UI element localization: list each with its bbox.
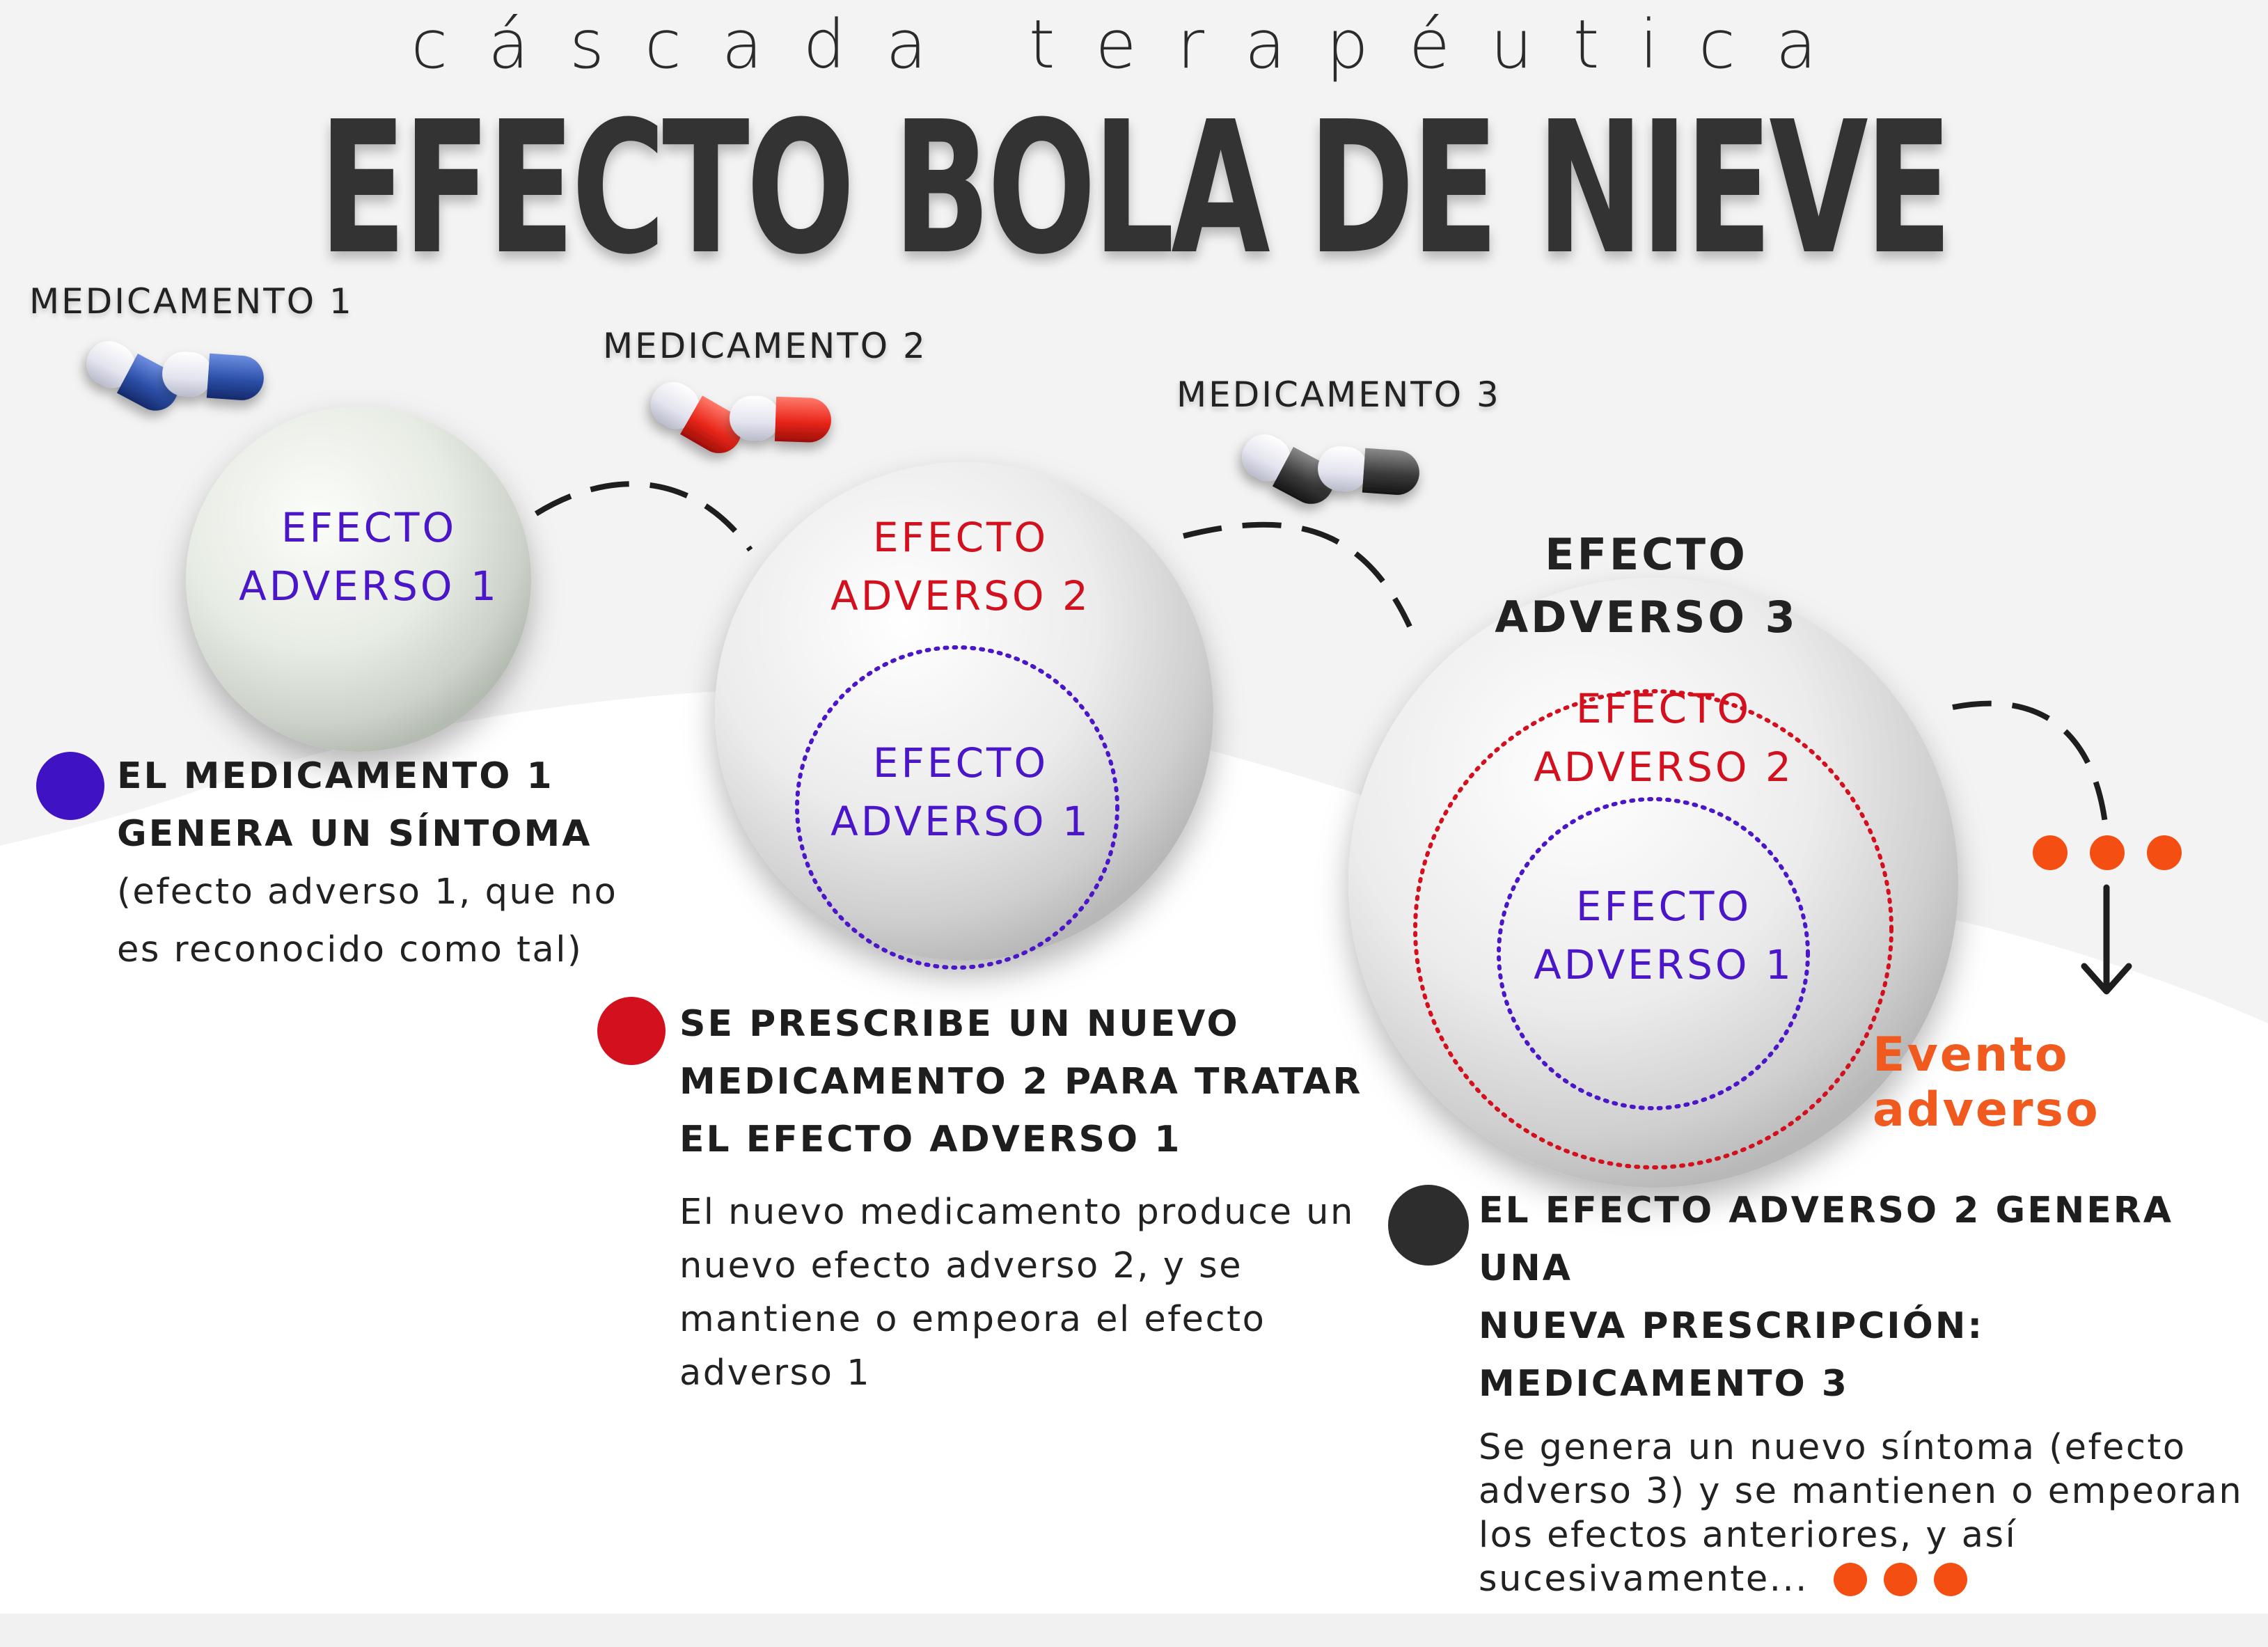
step3-dots [1834,1563,1967,1596]
ball3-inner-label [1490,877,1838,994]
step2-body-line4: adverso 1 [679,1353,872,1394]
dot-icon [2033,835,2068,870]
subtitle: cáscada terapéutica [411,6,1857,84]
dot-icon [2090,835,2125,870]
medication-1-label: MEDICAMENTO 1 [29,281,354,322]
adverse-event-label: Evento adverso [1873,1027,2100,1137]
pill-icon-blue-2 [161,350,265,402]
step2-body-line3: mantiene o empeora el efecto [679,1299,1266,1340]
page-title: EFECTO BOLA DE NIEVE [319,82,1949,294]
continuation-dots [2033,835,2182,870]
step3-heading-line3: MEDICAMENTO 3 [1479,1363,1849,1405]
ball2-inner-label [787,734,1135,851]
ball2-inner-line2: ADVERSO 1 [830,798,1091,845]
step2-body-line1: El nuevo medicamento produce un [679,1192,1355,1233]
medication-2-label: MEDICAMENTO 2 [603,326,927,366]
ball2-label [787,508,1135,625]
dot-icon [1934,1563,1967,1596]
step3-text [1479,1182,2258,1601]
step1-body-line2: es reconocido como tal) [117,929,583,970]
dot-icon [1884,1563,1917,1596]
ball3-mid-label [1490,679,1838,796]
medication-3-label: MEDICAMENTO 3 [1176,375,1501,415]
step1-heading-line2: GENERA UN SÍNTOMA [117,813,592,855]
step3-bullet [1388,1185,1469,1266]
step3-heading-line2: NUEVA PRESCRIPCIÓN: [1479,1305,1985,1347]
step1-text [117,748,743,979]
ball3-inner-line2: ADVERSO 1 [1534,941,1794,988]
step3-heading-line1: EL EFECTO ADVERSO 2 GENERA UNA [1479,1190,2174,1289]
step2-heading-line3: EL EFECTO ADVERSO 1 [679,1119,1182,1160]
ball1-label [230,498,508,615]
ball3-line1: EFECTO [1545,529,1748,580]
ball2-inner-line1: EFECTO [872,739,1049,787]
pill-icon-red-2 [729,395,832,443]
step2-bullet [597,997,666,1065]
step2-heading-line1: SE PRESCRIBE UN NUEVO [679,1003,1240,1045]
ball3-label [1472,523,1820,649]
ball3-mid-line2: ADVERSO 2 [1534,743,1794,791]
ball1-line2: ADVERSO 1 [239,562,499,610]
step2-body-line2: nuevo efecto adverso 2, y se [679,1245,1243,1286]
step3-body-line1: Se genera un nuevo síntoma (efecto [1479,1427,2187,1468]
dot-icon [2147,835,2182,870]
ball3-line2: ADVERSO 3 [1495,592,1798,643]
step1-bullet [36,752,104,820]
ball3-inner-line1: EFECTO [1575,883,1752,930]
ball2-line2: ADVERSO 2 [830,572,1091,620]
step3-last-line [1479,1557,2258,1601]
step2-heading-line2: MEDICAMENTO 2 PARA TRATAR [679,1061,1363,1103]
ball2-line1: EFECTO [872,514,1049,561]
step3-body-line2: adverso 3) y se mantienen o empeoran [1479,1471,2244,1512]
step3-body-line3: los efectos anteriores, y así [1479,1515,2017,1556]
step3-body-line4: sucesivamente... [1479,1559,1809,1600]
footer-band [0,1614,2268,1647]
ball3-mid-line1: EFECTO [1575,685,1752,732]
ball1-line1: EFECTO [281,504,457,551]
pill-icon-gray-2 [1316,445,1421,496]
step1-body-line1: (efecto adverso 1, que no [117,872,618,913]
dot-icon [1834,1563,1867,1596]
step2-text [679,995,1376,1400]
step1-heading-line1: EL MEDICAMENTO 1 [117,755,554,797]
